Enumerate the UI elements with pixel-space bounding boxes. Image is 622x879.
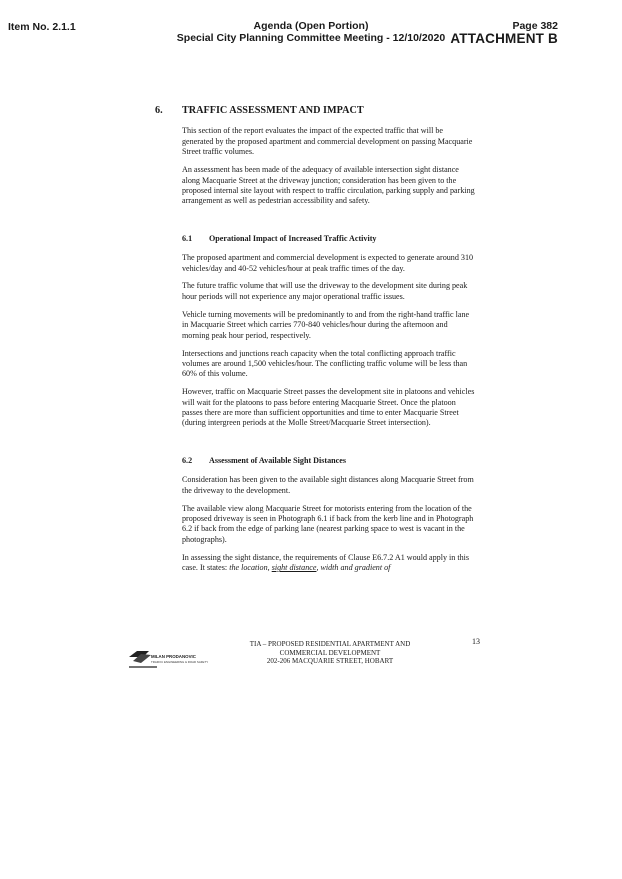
page-label: Page 382 [512,20,558,32]
page-footer [230,640,430,666]
subsection-heading-6-2 [182,456,475,466]
section-number: 6. [155,105,163,116]
logo-name: MILAN PRODANOVIC [151,654,196,659]
text-run: In assessing the sight distance, the requirements of Clause E6.7.2 A1 would apply in this case. It states: [182,552,470,573]
paragraph: Consideration has been given to the available sight distances along Macquarie Street from the driveway to the development. [182,475,474,495]
subsection-title: Assessment of Available Sight Distances [209,455,346,465]
company-logo [127,645,209,671]
agenda-title: Agenda (Open Portion) [253,20,369,32]
item-number: Item No. 2.1.1 [8,21,76,33]
document-body [155,106,475,581]
footer-line: COMMERCIAL DEVELOPMENT [279,648,381,657]
subsection-heading-6-1 [182,234,475,244]
paragraph: The future traffic volume that will use the driveway to the development site during peak hour periods will not experience any major operational traffic issues. [182,281,468,301]
page-number: 13 [472,637,480,646]
paragraph: The proposed apartment and commercial development is expected to generate around 310 vehicles/day and 40-52 vehicles/hour at peak traffic times of the day. [182,253,474,273]
paragraph: The available view along Macquarie Street for motorists entering from the location of the proposed driveway is seen in Photograph 6.1 if back from the kerb line and in Photograph 6.2 if back from the edge of parking lane (nearest parking space to west is vacant in the photographs). [182,503,474,544]
agenda-header [150,20,472,44]
italic-run: , width and gradient of [316,563,391,573]
paragraph: An assessment has been made of the adequacy of available intersection sight distance along Macquarie Street at the driveway junction; consideration has been given to the proposed internal site layout with respect to traffic circulation, parking supply and parking arrangement as well as pedestrian accessibility and safety. [182,165,475,206]
paragraph: Intersections and junctions reach capacity when the total conflicting approach traffic volumes are around 1,500 vehicles/hour. The conflicting traffic volume will be less than 60% of this volume. [182,348,468,379]
footer-line: 202-206 MACQUARIE STREET, HOBART [266,657,394,666]
paragraph: However, traffic on Macquarie Street passes the development site in platoons and vehicles will wait for the platoons to pass before entering Macquarie Street. Once the platoon passes there are more than sufficient opportunities and time to enter Macquarie Street (during intergreen periods at the Molle Street/Macquarie Street intersection). [182,387,475,428]
paragraph [182,553,475,574]
meeting-title: Special City Planning Committee Meeting - 12/10/2020 [176,32,446,44]
section-heading [155,106,475,116]
footer-line: TIA – PROPOSED RESIDENTIAL APARTMENT AND [249,640,411,648]
paragraph: Vehicle turning movements will be predominantly to and from the right-hand traffic lane in Macquarie Street which carries 770-840 vehicles/hour during the afternoon and morning peak hour period, respectively. [182,309,470,340]
subsection-number: 6.2 [182,455,193,465]
paragraph: This section of the report evaluates the impact of the expected traffic that will be generated by the proposed apartment and commercial development on passing Macquarie Street traffic volumes. [182,126,473,157]
italic-run: the location, [229,563,272,573]
attachment-label: ATTACHMENT B [450,31,558,46]
logo-sub: TRAFFIC ENGINEERING & ROAD SAFETY [151,660,209,664]
underlined-term: sight distance [271,563,317,573]
section-title: TRAFFIC ASSESSMENT AND IMPACT [182,105,364,116]
subsection-title: Operational Impact of Increased Traffic Activity [209,233,377,243]
subsection-number: 6.1 [182,233,193,243]
